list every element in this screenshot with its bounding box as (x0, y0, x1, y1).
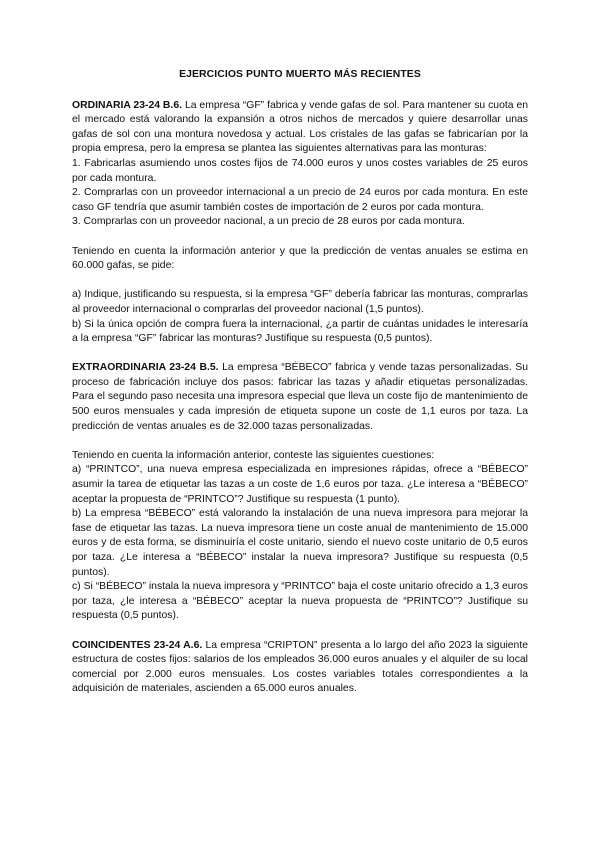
document-title: EJERCICIOS PUNTO MUERTO MÁS RECIENTES (179, 69, 421, 80)
section2-question-a: a) “PRINTCO”, una nueva empresa especializada en impresiones rápidas, ofrece a “BÉBECO” asumir la tarea de etiquetar las tazas a un coste de 1,6 euros por taza. ¿Le interesa a “BÉBECO” aceptar la propuesta de “PRINTCO”? Justifique su respuesta (1 punto). (72, 464, 528, 505)
section1-question-b: b) Si la única opción de compra fuera la internacional, ¿a partir de cuántas unidades le interesaría a la empresa “GF” fabricar las monturas? Justifique su respuesta (0,5 puntos). (72, 318, 528, 345)
section2-question-b: b) La empresa “BÉBECO” está valorando la instalación de una nueva impresora para mejorar la fase de etiquetar las tazas. La nueva impresora tiene un coste anual de mantenimiento de 15.000 euros y de esta forma, se disminuiría el coste unitario, siendo el nuevo coste unitario de 0,5 euros por taza. ¿Le interesa a “BÉBECO” instalar la nueva impresora? Justifique su respuesta (0,5 puntos). (72, 508, 528, 578)
document-page (72, 68, 528, 697)
section2-intro-text: La empresa “BÉBECO” fabrica y vende tazas personalizadas. Su proceso de fabricación incluye dos pasos: fabricar las tazas y añadir etiquetas personalizadas. Para el segundo paso necesita una impresora especial que lleva un coste fijo de mantenimiento de 500 euros mensuales y cada impresión de etiqueta supone un coste de 1,1 euros por taza. La predicción de ventas anuales es de 32.000 tazas personalizadas. (72, 362, 529, 432)
section1-question-a: a) Indique, justificando su respuesta, si la empresa “GF” debería fabricar las monturas, comprarlas al proveedor internacional o comprarlas del proveedor nacional (1,5 puntos). (72, 289, 528, 315)
section1-option-3: 3. Comprarlas con un proveedor nacional, a un precio de 28 euros por cada montura. (72, 216, 465, 228)
section1-option-1: 1. Fabricarlas asumiendo unos costes fijos de 74.000 euros y unos costes variables de 25 euros por cada montura. (72, 157, 528, 184)
section1-intro (72, 99, 528, 157)
section1-option-2: 2. Comprarlas con un proveedor internacional a un precio de 24 euros por cada montura. En este caso GF tendría que asumir también costes de importación de 2 euros por cada montura. (72, 187, 528, 213)
section1-label: ORDINARIA 23-24 B.6. (72, 99, 182, 111)
section1-context: Teniendo en cuenta la información anterior y que la predicción de ventas anuales se estima en 60.000 gafas, se pide: (72, 245, 528, 272)
section3-label: COINCIDENTES 23-24 A.6. (72, 639, 203, 651)
section3-intro-text: La empresa “CRIPTON” presenta a lo largo del año 2023 la siguiente estructura de costes fijos: salarios de los empleados 36.000 euros anuales y el alquiler de su local comercial por 2.000 euros mensuales. Los costes variables totales correspondientes a la adquisición de materiales, ascienden a 65.000 euros anuales. (72, 639, 529, 695)
section3-intro (72, 639, 528, 697)
section2-context: Teniendo en cuenta la información anterior, conteste las siguientes cuestiones: (72, 449, 435, 461)
section2-label: EXTRAORDINARIA 23-24 B.5. (72, 362, 219, 374)
section2-intro (72, 361, 528, 434)
section1-intro-text: La empresa “GF” fabrica y vende gafas de sol. Para mantener su cuota en el mercado está valorando la expansión a otros nichos de mercados y quiere desarrollar unas gafas de sol con una montura novedosa y actual. Los cristales de las gafas se fabricarían por la propia empresa, pero la empresa se plantea las siguientes alternativas para las monturas: (72, 99, 529, 155)
section2-question-c: c) Si “BÉBECO” instala la nueva impresora y “PRINTCO” baja el coste unitario ofrecido a 1,3 euros por taza, ¿le interesa a “BÉBECO” aceptar la nueva propuesta de “PRINTCO”? Justifique su respuesta (0,5 puntos). (72, 581, 528, 622)
